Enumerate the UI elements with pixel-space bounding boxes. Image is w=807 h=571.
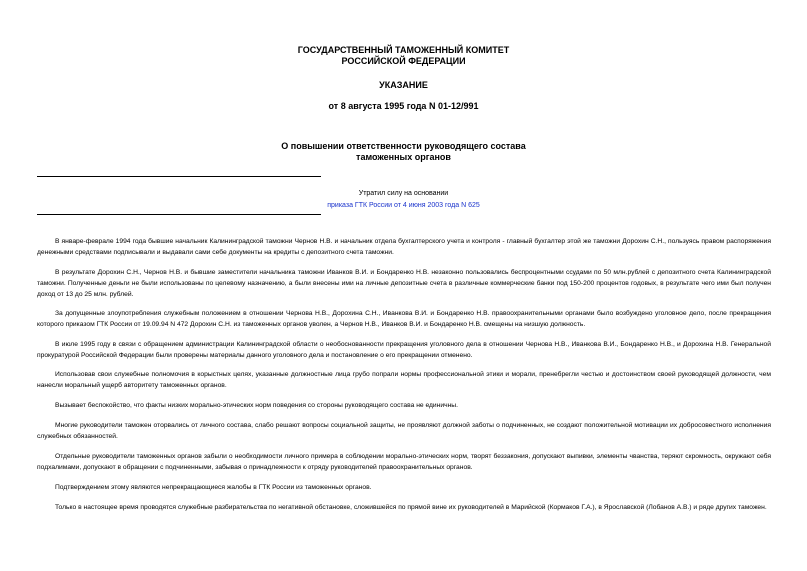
top-divider bbox=[37, 176, 321, 177]
paragraph-10: Только в настоящее время проводятся служебные разбирательства по негативной обстановке, сложившейся по прямой вине их руководителей в Марийской (Кормаков Г.А.), в Ярославской (Лобанов А.В.) и ряде других таможен. bbox=[55, 504, 767, 511]
paragraph-2: В результате Дорохин С.Н., Чернов Н.В. и бывшие заместители начальника таможни Иванков В.И. и Бондаренко Н.В. незаконно пользовались беспроцентными ссудами по 50 млн.рублей с депозитного счета Калининградской таможни. Полученные деньги не были использованы по целевому назначению, а были внесены ими на личные депозитные счета в различные коммерческие банки под 150-200 процентов годовых, в результате чего ими был получен доход от 13 до 25 млн. рублей. bbox=[37, 269, 771, 298]
document-title-line1: О повышении ответственности руководящего состава bbox=[281, 141, 526, 151]
paragraph-9: Подтверждением этому являются непрекращающиеся жалобы в ГТК России из таможенных органов. bbox=[55, 484, 372, 491]
paragraph-4: В июле 1995 году в связи с обращением администрации Калининградской области о необоснованности прекращения уголовного дела в отношении Чернова Н.В., Иванкова В.И., Бондаренко Н.В., и Дорохина Н.В. Генеральной прокуратурой Российской Федерации были проверены материалы данного уголовного дела и постановление о его прекращении отменено. bbox=[37, 341, 771, 359]
paragraph-5: Использовав свои служебные полномочия в корыстных целях, указанные должностные лица грубо попрали нормы профессиональной этики и морали, пренебрегли честью и достоинством своей руководящей должности, чем нанесли моральный ущерб авторитету таможенных органов. bbox=[37, 371, 771, 389]
agency-name-line1: ГОСУДАРСТВЕННЫЙ ТАМОЖЕННЫЙ КОМИТЕТ bbox=[297, 45, 510, 55]
status-note: Утратил силу на основании bbox=[358, 190, 449, 197]
paragraph-8: Отдельные руководители таможенных органов забыли о необходимости личного примера в соблюдении морально-этических норм, творят беззакония, допускают выпивки, элементы чванства, теряют скромность, окружают себя подхалимами, допускают в обращении с подчиненными, забывая о принадлежности к отряду руководителей правоохранительных органов. bbox=[37, 453, 771, 471]
paragraph-3: За допущенные злоупотребления служебным положением в отношении Чернова Н.В., Дорохина С.Н., Иванкова В.И. и Бондаренко Н.В. правоохранительными органами было возбуждено уголовное дело, после прекращения которого приказом ГТК России от 19.09.94 N 472 Дорохин С.Н. из таможенных органов уволен, а Чернов Н.В., Иванков В.И. и Бондаренко Н.В. смещены на низшую должность. bbox=[37, 310, 771, 328]
paragraph-6: Вызывает беспокойство, что факты низких морально-этических норм поведения со стороны руководящего состава не единичны. bbox=[55, 402, 458, 409]
paragraph-1: В январе-феврале 1994 года бывшие начальник Калининградской таможни Чернов Н.В. и начальник отдела бухгалтерского учета и контроля - главный бухгалтер этой же таможни Дорохин С.Н., пользуясь правом распоряжения денежными средствами подписывали и выдавали сами себе документы на кредиты с депозитного счета таможни. bbox=[37, 238, 771, 256]
document-title-line2: таможенных органов bbox=[356, 152, 451, 162]
status-link-line bbox=[0, 201, 807, 210]
paragraph-7: Многие руководители таможен оторвались от личного состава, слабо решают вопросы социальной защиты, не проявляют должной заботы о подчиненных, не создают положительной мотивации их добросовестного исполнения служебных обязанностей. bbox=[37, 422, 771, 440]
document-date-number: от 8 августа 1995 года N 01-12/991 bbox=[328, 101, 479, 111]
agency-name-line2: РОССИЙСКОЙ ФЕДЕРАЦИИ bbox=[341, 56, 466, 66]
repeal-order-link[interactable]: приказа ГТК России от 4 июня 2003 года N 625 bbox=[327, 202, 480, 209]
document-type: УКАЗАНИЕ bbox=[379, 80, 428, 90]
bottom-divider bbox=[37, 214, 321, 215]
